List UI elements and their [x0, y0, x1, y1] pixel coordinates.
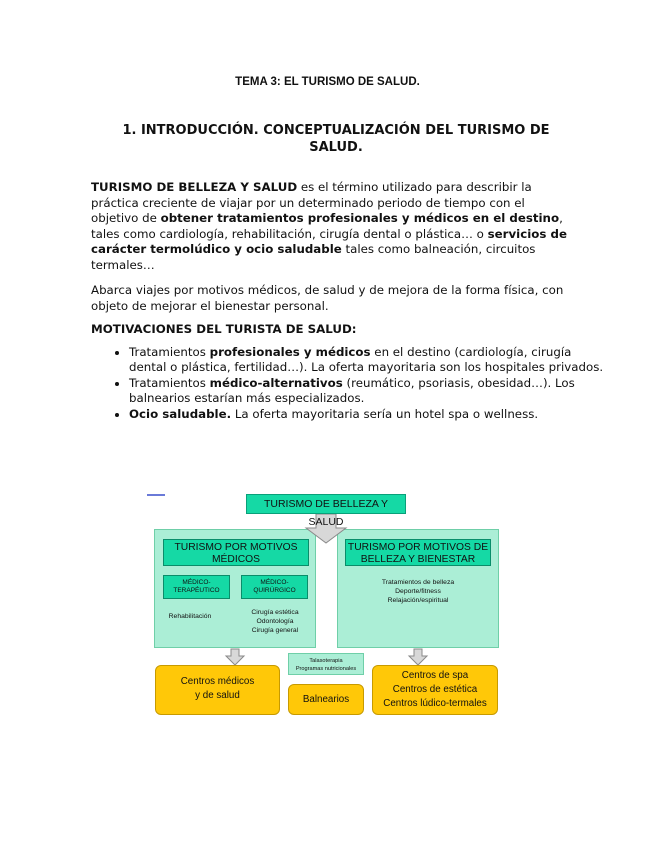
intro-bold-1: TURISMO DE BELLEZA Y SALUD	[91, 180, 298, 194]
intro-paragraph	[91, 180, 571, 274]
talaso-box: Talasoterapia Programas nutricionales	[288, 653, 364, 675]
rehabilitation-label: Rehabilitación	[168, 613, 212, 620]
list-item: • Ocio saludable. La oferta mayoritaria sería un hotel spa o wellness.	[129, 407, 609, 422]
down-arrow-icon	[409, 649, 427, 665]
wellness-tourism-header: TURISMO POR MOTIVOS DE BELLEZA Y BIENESTAR	[345, 539, 491, 566]
health-tourism-diagram	[140, 488, 510, 728]
spas-box: Balnearios	[288, 684, 364, 715]
medico-terapeutico-box: MÉDICO-TERAPÉUTICO	[163, 575, 230, 599]
intro-text-1: es el término utilizado para describir la práctica creciente de viajar por un determinado periodo de tiempo con el objetivo de	[91, 180, 532, 226]
motivations-list	[91, 345, 609, 422]
diagram-root-box: TURISMO DE BELLEZA Y SALUD	[246, 494, 406, 514]
medical-tourism-header: TURISMO POR MOTIVOS MÉDICOS	[163, 539, 309, 566]
motivations-heading: MOTIVACIONES DEL TURISTA DE SALUD:	[91, 322, 357, 336]
page-title: TEMA 3: EL TURISMO DE SALUD.	[235, 76, 420, 88]
surgical-list: Cirugía estética Odontología Cirugía general	[251, 609, 299, 634]
medico-quirurgico-box: MÉDICO-QUIRÚRGICO	[241, 575, 308, 599]
down-arrow-icon	[226, 649, 244, 665]
list-item: • Tratamientos profesionales y médicos en el destino (cardiología, cirugía dental o plástica, fertilidad…). La oferta mayoritaria son los hospitales privados.	[129, 345, 609, 376]
spa-centers-box: Centros de spa Centros de estética Centros lúdico-termales	[372, 665, 498, 715]
wellness-list: Tratamientos de belleza Deporte/fitness Relajación/espiritual	[381, 579, 455, 604]
medical-centers-box: Centros médicos y de salud	[155, 665, 280, 715]
list-item: • Tratamientos médico-alternativos (reumático, psoriasis, obesidad…). Los balnearios estarían más especializados.	[129, 376, 609, 407]
scope-paragraph: Abarca viajes por motivos médicos, de salud y de mejora de la forma física, con objeto de mejorar el bienestar personal.	[91, 283, 564, 313]
intro-text-3: tales como balneación, circuitos termales…	[91, 242, 536, 272]
section-title: 1. INTRODUCCIÓN. CONCEPTUALIZACIÓN DEL TURISMO DE SALUD.	[122, 123, 550, 155]
intro-bold-2: obtener tratamientos profesionales y médicos en el destino	[160, 211, 560, 226]
intro-text-2: , tales como cardiología, rehabilitación, cirugía dental o plástica… o	[91, 211, 563, 241]
intro-bold-3: servicios de carácter termolúdico y ocio saludable	[91, 226, 567, 257]
